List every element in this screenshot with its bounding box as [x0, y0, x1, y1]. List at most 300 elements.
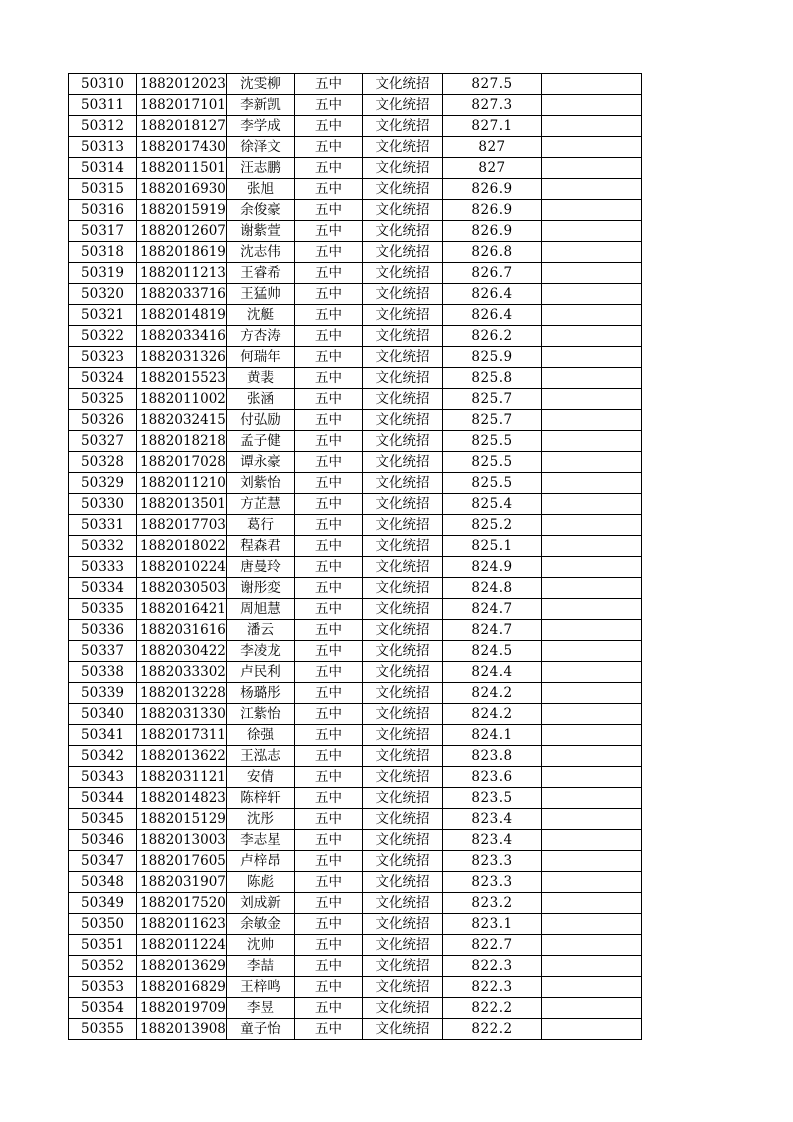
category-cell: 文化统招 — [363, 998, 443, 1019]
student-name-cell: 沈彤 — [227, 809, 295, 830]
score-cell: 824.2 — [443, 683, 542, 704]
sequence-cell: 50322 — [69, 326, 137, 347]
score-cell: 825.7 — [443, 410, 542, 431]
score-cell: 823.3 — [443, 851, 542, 872]
school-cell: 五中 — [295, 179, 363, 200]
school-cell: 五中 — [295, 116, 363, 137]
score-cell: 826.4 — [443, 284, 542, 305]
remark-cell — [542, 809, 642, 830]
score-cell: 826.8 — [443, 242, 542, 263]
category-cell: 文化统招 — [363, 557, 443, 578]
school-cell: 五中 — [295, 515, 363, 536]
exam-number-cell: 1882017101 — [137, 95, 227, 116]
sequence-cell: 50319 — [69, 263, 137, 284]
student-name-cell: 周旭慧 — [227, 599, 295, 620]
exam-number-cell: 1882015523 — [137, 368, 227, 389]
table-row — [69, 137, 642, 158]
remark-cell — [542, 158, 642, 179]
exam-number-cell: 1882017520 — [137, 893, 227, 914]
school-cell: 五中 — [295, 221, 363, 242]
exam-number-cell: 1882013003 — [137, 830, 227, 851]
student-name-cell: 方芷慧 — [227, 494, 295, 515]
student-name-cell: 汪志鹏 — [227, 158, 295, 179]
sequence-cell: 50320 — [69, 284, 137, 305]
category-cell: 文化统招 — [363, 620, 443, 641]
exam-number-cell: 1882011213 — [137, 263, 227, 284]
score-cell: 825.2 — [443, 515, 542, 536]
category-cell: 文化统招 — [363, 683, 443, 704]
exam-number-cell: 1882018022 — [137, 536, 227, 557]
exam-number-cell: 1882019709 — [137, 998, 227, 1019]
score-cell: 826.7 — [443, 263, 542, 284]
student-name-cell: 唐曼玲 — [227, 557, 295, 578]
category-cell: 文化统招 — [363, 851, 443, 872]
remark-cell — [542, 242, 642, 263]
category-cell: 文化统招 — [363, 578, 443, 599]
category-cell: 文化统招 — [363, 914, 443, 935]
sequence-cell: 50334 — [69, 578, 137, 599]
table-row — [69, 494, 642, 515]
remark-cell — [542, 662, 642, 683]
score-cell: 823.6 — [443, 767, 542, 788]
sequence-cell: 50333 — [69, 557, 137, 578]
remark-cell — [542, 137, 642, 158]
student-name-cell: 潘云 — [227, 620, 295, 641]
score-cell: 825.5 — [443, 431, 542, 452]
score-cell: 824.4 — [443, 662, 542, 683]
remark-cell — [542, 578, 642, 599]
exam-number-cell: 1882012607 — [137, 221, 227, 242]
exam-number-cell: 1882017605 — [137, 851, 227, 872]
score-cell: 827 — [443, 137, 542, 158]
score-cell: 824.9 — [443, 557, 542, 578]
exam-number-cell: 1882013228 — [137, 683, 227, 704]
score-cell: 823.1 — [443, 914, 542, 935]
sequence-cell: 50349 — [69, 893, 137, 914]
sequence-cell: 50350 — [69, 914, 137, 935]
table-row — [69, 872, 642, 893]
category-cell: 文化统招 — [363, 242, 443, 263]
school-cell: 五中 — [295, 242, 363, 263]
category-cell: 文化统招 — [363, 263, 443, 284]
table-row — [69, 74, 642, 95]
exam-number-cell: 1882013622 — [137, 746, 227, 767]
school-cell: 五中 — [295, 557, 363, 578]
remark-cell — [542, 200, 642, 221]
student-name-cell: 李凌龙 — [227, 641, 295, 662]
table-row — [69, 956, 642, 977]
category-cell: 文化统招 — [363, 410, 443, 431]
school-cell: 五中 — [295, 473, 363, 494]
remark-cell — [542, 620, 642, 641]
category-cell: 文化统招 — [363, 1019, 443, 1040]
school-cell: 五中 — [295, 305, 363, 326]
school-cell: 五中 — [295, 662, 363, 683]
category-cell: 文化统招 — [363, 326, 443, 347]
table-row — [69, 704, 642, 725]
table-row — [69, 431, 642, 452]
table-row — [69, 305, 642, 326]
student-name-cell: 徐强 — [227, 725, 295, 746]
table-row — [69, 158, 642, 179]
sequence-cell: 50310 — [69, 74, 137, 95]
student-name-cell: 谢紫萱 — [227, 221, 295, 242]
exam-number-cell: 1882011002 — [137, 389, 227, 410]
score-cell: 822.3 — [443, 977, 542, 998]
table-row — [69, 116, 642, 137]
sequence-cell: 50323 — [69, 347, 137, 368]
sequence-cell: 50339 — [69, 683, 137, 704]
category-cell: 文化统招 — [363, 956, 443, 977]
exam-number-cell: 1882011623 — [137, 914, 227, 935]
school-cell: 五中 — [295, 704, 363, 725]
remark-cell — [542, 536, 642, 557]
remark-cell — [542, 494, 642, 515]
sequence-cell: 50328 — [69, 452, 137, 473]
category-cell: 文化统招 — [363, 536, 443, 557]
remark-cell — [542, 452, 642, 473]
school-cell: 五中 — [295, 914, 363, 935]
category-cell: 文化统招 — [363, 515, 443, 536]
remark-cell — [542, 431, 642, 452]
score-cell: 825.4 — [443, 494, 542, 515]
table-row — [69, 620, 642, 641]
school-cell: 五中 — [295, 284, 363, 305]
sequence-cell: 50329 — [69, 473, 137, 494]
student-name-cell: 李学成 — [227, 116, 295, 137]
remark-cell — [542, 326, 642, 347]
student-name-cell: 谭永豪 — [227, 452, 295, 473]
exam-number-cell: 1882013908 — [137, 1019, 227, 1040]
remark-cell — [542, 830, 642, 851]
score-cell: 825.1 — [443, 536, 542, 557]
exam-number-cell: 1882010224 — [137, 557, 227, 578]
remark-cell — [542, 914, 642, 935]
school-cell: 五中 — [295, 893, 363, 914]
school-cell: 五中 — [295, 872, 363, 893]
student-name-cell: 王睿希 — [227, 263, 295, 284]
remark-cell — [542, 347, 642, 368]
school-cell: 五中 — [295, 263, 363, 284]
school-cell: 五中 — [295, 74, 363, 95]
student-name-cell: 张涵 — [227, 389, 295, 410]
school-cell: 五中 — [295, 494, 363, 515]
sequence-cell: 50348 — [69, 872, 137, 893]
student-name-cell: 沈艇 — [227, 305, 295, 326]
table-row — [69, 200, 642, 221]
school-cell: 五中 — [295, 809, 363, 830]
school-cell: 五中 — [295, 326, 363, 347]
table-row — [69, 830, 642, 851]
school-cell: 五中 — [295, 95, 363, 116]
category-cell: 文化统招 — [363, 284, 443, 305]
sequence-cell: 50340 — [69, 704, 137, 725]
category-cell: 文化统招 — [363, 95, 443, 116]
table-row — [69, 725, 642, 746]
sequence-cell: 50325 — [69, 389, 137, 410]
table-row — [69, 1019, 642, 1040]
category-cell: 文化统招 — [363, 662, 443, 683]
exam-number-cell: 1882031326 — [137, 347, 227, 368]
score-cell: 824.7 — [443, 599, 542, 620]
exam-number-cell: 1882031121 — [137, 767, 227, 788]
student-name-cell: 沈雯柳 — [227, 74, 295, 95]
table-row — [69, 914, 642, 935]
remark-cell — [542, 263, 642, 284]
category-cell: 文化统招 — [363, 116, 443, 137]
sequence-cell: 50344 — [69, 788, 137, 809]
sequence-cell: 50353 — [69, 977, 137, 998]
category-cell: 文化统招 — [363, 200, 443, 221]
table-row — [69, 95, 642, 116]
remark-cell — [542, 788, 642, 809]
score-cell: 822.3 — [443, 956, 542, 977]
school-cell: 五中 — [295, 641, 363, 662]
remark-cell — [542, 284, 642, 305]
school-cell: 五中 — [295, 977, 363, 998]
exam-number-cell: 1882018619 — [137, 242, 227, 263]
table-row — [69, 473, 642, 494]
sequence-cell: 50327 — [69, 431, 137, 452]
category-cell: 文化统招 — [363, 158, 443, 179]
exam-number-cell: 1882031907 — [137, 872, 227, 893]
sequence-cell: 50355 — [69, 1019, 137, 1040]
exam-number-cell: 1882013501 — [137, 494, 227, 515]
school-cell: 五中 — [295, 830, 363, 851]
score-cell: 824.8 — [443, 578, 542, 599]
score-cell: 823.4 — [443, 830, 542, 851]
category-cell: 文化统招 — [363, 767, 443, 788]
table-row — [69, 557, 642, 578]
score-cell: 823.4 — [443, 809, 542, 830]
remark-cell — [542, 515, 642, 536]
sequence-cell: 50326 — [69, 410, 137, 431]
school-cell: 五中 — [295, 389, 363, 410]
remark-cell — [542, 1019, 642, 1040]
table-row — [69, 347, 642, 368]
student-name-cell: 陈彪 — [227, 872, 295, 893]
school-cell: 五中 — [295, 683, 363, 704]
school-cell: 五中 — [295, 746, 363, 767]
sequence-cell: 50345 — [69, 809, 137, 830]
student-name-cell: 王猛帅 — [227, 284, 295, 305]
sequence-cell: 50324 — [69, 368, 137, 389]
school-cell: 五中 — [295, 410, 363, 431]
school-cell: 五中 — [295, 599, 363, 620]
student-name-cell: 葛行 — [227, 515, 295, 536]
exam-number-cell: 1882011224 — [137, 935, 227, 956]
score-cell: 825.5 — [443, 452, 542, 473]
sequence-cell: 50314 — [69, 158, 137, 179]
table-row — [69, 263, 642, 284]
remark-cell — [542, 767, 642, 788]
student-name-cell: 王梓鸣 — [227, 977, 295, 998]
sequence-cell: 50311 — [69, 95, 137, 116]
score-cell: 822.2 — [443, 998, 542, 1019]
table-row — [69, 767, 642, 788]
exam-number-cell: 1882017311 — [137, 725, 227, 746]
sequence-cell: 50330 — [69, 494, 137, 515]
table-row — [69, 599, 642, 620]
remark-cell — [542, 116, 642, 137]
school-cell: 五中 — [295, 452, 363, 473]
student-name-cell: 刘紫怡 — [227, 473, 295, 494]
table-row — [69, 368, 642, 389]
remark-cell — [542, 95, 642, 116]
category-cell: 文化统招 — [363, 494, 443, 515]
score-cell: 826.9 — [443, 200, 542, 221]
school-cell: 五中 — [295, 725, 363, 746]
category-cell: 文化统招 — [363, 830, 443, 851]
remark-cell — [542, 956, 642, 977]
remark-cell — [542, 704, 642, 725]
student-name-cell: 江紫怡 — [227, 704, 295, 725]
score-cell: 825.9 — [443, 347, 542, 368]
category-cell: 文化统招 — [363, 788, 443, 809]
table-row — [69, 389, 642, 410]
student-name-cell: 沈志伟 — [227, 242, 295, 263]
score-cell: 822.7 — [443, 935, 542, 956]
category-cell: 文化统招 — [363, 746, 443, 767]
score-cell: 823.2 — [443, 893, 542, 914]
school-cell: 五中 — [295, 368, 363, 389]
sequence-cell: 50337 — [69, 641, 137, 662]
sequence-cell: 50317 — [69, 221, 137, 242]
score-cell: 827.1 — [443, 116, 542, 137]
student-name-cell: 童子怡 — [227, 1019, 295, 1040]
score-cell: 825.7 — [443, 389, 542, 410]
remark-cell — [542, 389, 642, 410]
category-cell: 文化统招 — [363, 137, 443, 158]
score-cell: 823.5 — [443, 788, 542, 809]
category-cell: 文化统招 — [363, 305, 443, 326]
table-body — [69, 74, 642, 1040]
category-cell: 文化统招 — [363, 179, 443, 200]
remark-cell — [542, 935, 642, 956]
table-row — [69, 326, 642, 347]
table-row — [69, 242, 642, 263]
admission-score-table — [68, 73, 642, 1040]
exam-number-cell: 1882018127 — [137, 116, 227, 137]
table-row — [69, 515, 642, 536]
exam-number-cell: 1882013629 — [137, 956, 227, 977]
category-cell: 文化统招 — [363, 641, 443, 662]
exam-number-cell: 1882012023 — [137, 74, 227, 95]
exam-number-cell: 1882031330 — [137, 704, 227, 725]
score-cell: 824.2 — [443, 704, 542, 725]
sequence-cell: 50336 — [69, 620, 137, 641]
student-name-cell: 安倩 — [227, 767, 295, 788]
remark-cell — [542, 368, 642, 389]
score-cell: 826.4 — [443, 305, 542, 326]
exam-number-cell: 1882014823 — [137, 788, 227, 809]
remark-cell — [542, 599, 642, 620]
table-row — [69, 641, 642, 662]
sequence-cell: 50346 — [69, 830, 137, 851]
table-row — [69, 746, 642, 767]
school-cell: 五中 — [295, 620, 363, 641]
remark-cell — [542, 872, 642, 893]
category-cell: 文化统招 — [363, 872, 443, 893]
table-row — [69, 410, 642, 431]
exam-number-cell: 1882017430 — [137, 137, 227, 158]
school-cell: 五中 — [295, 347, 363, 368]
remark-cell — [542, 221, 642, 242]
student-name-cell: 刘成新 — [227, 893, 295, 914]
sequence-cell: 50342 — [69, 746, 137, 767]
exam-number-cell: 1882011501 — [137, 158, 227, 179]
student-name-cell: 卢民利 — [227, 662, 295, 683]
table-row — [69, 851, 642, 872]
sequence-cell: 50316 — [69, 200, 137, 221]
school-cell: 五中 — [295, 536, 363, 557]
category-cell: 文化统招 — [363, 389, 443, 410]
student-name-cell: 杨璐彤 — [227, 683, 295, 704]
school-cell: 五中 — [295, 578, 363, 599]
table-row — [69, 977, 642, 998]
student-name-cell: 李喆 — [227, 956, 295, 977]
remark-cell — [542, 725, 642, 746]
student-name-cell: 徐泽文 — [227, 137, 295, 158]
table-row — [69, 935, 642, 956]
sequence-cell: 50354 — [69, 998, 137, 1019]
category-cell: 文化统招 — [363, 473, 443, 494]
remark-cell — [542, 410, 642, 431]
school-cell: 五中 — [295, 1019, 363, 1040]
category-cell: 文化统招 — [363, 935, 443, 956]
table-row — [69, 536, 642, 557]
student-name-cell: 王泓志 — [227, 746, 295, 767]
school-cell: 五中 — [295, 851, 363, 872]
exam-number-cell: 1882015129 — [137, 809, 227, 830]
category-cell: 文化统招 — [363, 452, 443, 473]
exam-number-cell: 1882017028 — [137, 452, 227, 473]
school-cell: 五中 — [295, 935, 363, 956]
category-cell: 文化统招 — [363, 347, 443, 368]
remark-cell — [542, 305, 642, 326]
table-row — [69, 284, 642, 305]
category-cell: 文化统招 — [363, 893, 443, 914]
exam-number-cell: 1882014819 — [137, 305, 227, 326]
school-cell: 五中 — [295, 998, 363, 1019]
student-name-cell: 何瑞年 — [227, 347, 295, 368]
student-name-cell: 余俊豪 — [227, 200, 295, 221]
sequence-cell: 50321 — [69, 305, 137, 326]
score-cell: 824.1 — [443, 725, 542, 746]
score-cell: 827 — [443, 158, 542, 179]
exam-number-cell: 1882033716 — [137, 284, 227, 305]
table-row — [69, 452, 642, 473]
score-cell: 827.3 — [443, 95, 542, 116]
exam-number-cell: 1882030503 — [137, 578, 227, 599]
table-row — [69, 221, 642, 242]
student-name-cell: 余敏金 — [227, 914, 295, 935]
exam-number-cell: 1882015919 — [137, 200, 227, 221]
sequence-cell: 50351 — [69, 935, 137, 956]
table-row — [69, 662, 642, 683]
exam-number-cell: 1882016930 — [137, 179, 227, 200]
remark-cell — [542, 473, 642, 494]
school-cell: 五中 — [295, 431, 363, 452]
remark-cell — [542, 746, 642, 767]
table-row — [69, 893, 642, 914]
sequence-cell: 50315 — [69, 179, 137, 200]
remark-cell — [542, 641, 642, 662]
student-name-cell: 张旭 — [227, 179, 295, 200]
exam-number-cell: 1882030422 — [137, 641, 227, 662]
table-row — [69, 683, 642, 704]
score-cell: 826.2 — [443, 326, 542, 347]
